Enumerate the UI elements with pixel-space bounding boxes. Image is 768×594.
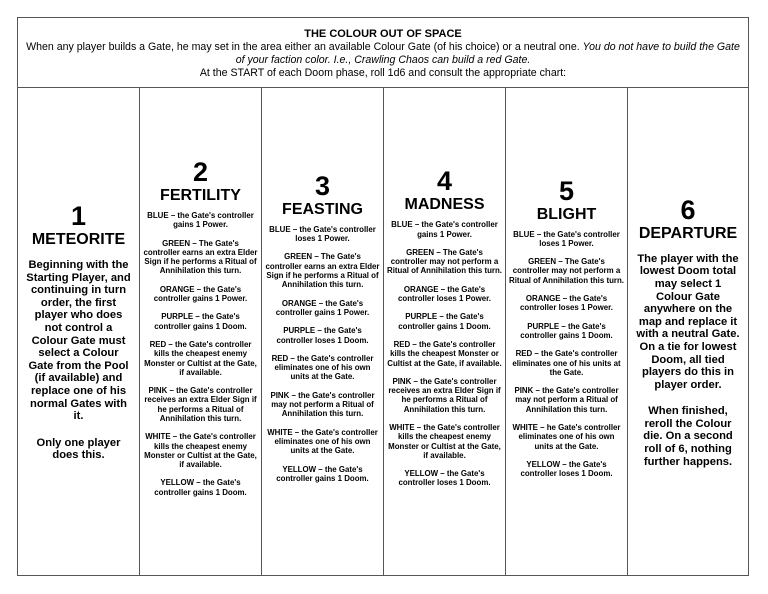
roll-number: 2 bbox=[192, 156, 209, 187]
rules-sheet bbox=[17, 17, 749, 576]
gate-effect-green: GREEN – The Gate's controller earns an extra Elder Sign if he performs a Ritual of Annihilation this turn. bbox=[143, 238, 258, 276]
event-name: DEPARTURE bbox=[638, 224, 738, 242]
roll-number: 3 bbox=[314, 170, 331, 201]
gate-effect-red: RED – the Gate's controller kills the cheapest enemy Monster or Cultist at the Gate, if available. bbox=[144, 339, 257, 377]
gate-effect-orange: ORANGE – the Gate's controller loses 1 Power. bbox=[398, 284, 491, 304]
gate-effect-pink: PINK – the Gate's controller receives an extra Elder Sign if he performs a Ritual of Annihilation this turn. bbox=[144, 386, 257, 423]
gate-effect-orange: ORANGE – the Gate's controller gains 1 Power. bbox=[275, 298, 370, 317]
gate-effect-orange: ORANGE – the Gate's controller gains 1 Power. bbox=[153, 284, 248, 304]
sheet-title: THE COLOUR OUT OF SPACE bbox=[304, 28, 462, 40]
roll-number: 1 bbox=[70, 201, 87, 232]
gate-effect-red: RED – the Gate's controller eliminates one of his units at the Gate. bbox=[512, 349, 621, 377]
gate-effect-green: GREEN – The Gate's controller may not perform a Ritual of Annihilation this turn. bbox=[509, 257, 624, 285]
column-departure bbox=[628, 88, 748, 576]
effect-paragraph: The player with the lowest Doom total may select 1 Colour Gate anywhere on the map and replace it with a neutral Gate. On a tie for lowest Doom, all tied players do this in player order. bbox=[636, 252, 740, 391]
gate-effect-blue: BLUE – the Gate's controller loses 1 Power. bbox=[513, 229, 620, 248]
event-name: FEASTING bbox=[282, 200, 363, 218]
roll-number: 4 bbox=[436, 166, 453, 197]
gate-effect-white: WHITE – the Gate's controller kills the cheapest enemy Monster or Cultist at the Gate, if available. bbox=[144, 432, 257, 470]
gate-effect-blue: BLUE – the Gate's controller loses 1 Power. bbox=[269, 224, 376, 244]
column-blight bbox=[506, 88, 628, 576]
gate-effect-pink: PINK – the Gate's controller receives an extra Elder Sign if he performs a Ritual of Annihilation this turn. bbox=[388, 376, 501, 414]
gate-effect-green: GREEN – The Gate's controller may not perform a Ritual of Annihilation this turn. bbox=[387, 247, 502, 276]
event-name: METEORITE bbox=[31, 231, 126, 249]
gate-effect-yellow: YELLOW – the Gate's controller gains 1 Doom. bbox=[154, 478, 247, 497]
gate-effect-white: WHITE – the Gate's controller kills the cheapest enemy Monster or Cultist at the Gate, if available. bbox=[388, 422, 501, 460]
gate-effect-orange: ORANGE – the Gate's controller loses 1 Power. bbox=[520, 294, 613, 313]
gate-rule-italic: You do not have to build the Gate of your faction color. I.e., Crawling Chaos can build a red Gate. bbox=[235, 41, 740, 66]
gate-effect-blue: BLUE – the Gate's controller gains 1 Power. bbox=[147, 210, 254, 230]
gate-effect-purple: PURPLE – the Gate's controller gains 1 Doom. bbox=[398, 312, 491, 331]
effect-paragraph: Only one player does this. bbox=[36, 436, 121, 462]
gate-effect-purple: PURPLE – the Gate's controller gains 1 Doom. bbox=[520, 321, 613, 340]
event-name: FERTILITY bbox=[160, 186, 241, 204]
gate-effect-pink: PINK – the Gate's controller may not perform a Ritual of Annihilation this turn. bbox=[270, 390, 375, 419]
gate-effect-white: WHITE – he Gate's controller eliminates one of his own units at the Gate. bbox=[512, 422, 621, 451]
header bbox=[18, 18, 748, 88]
column-madness bbox=[384, 88, 506, 576]
gate-effect-yellow: YELLOW – the Gate's controller loses 1 Doom. bbox=[520, 459, 613, 479]
column-fertility bbox=[140, 88, 262, 576]
gate-effect-purple: PURPLE – the Gate's controller loses 1 Doom. bbox=[276, 326, 369, 345]
gate-effect-yellow: YELLOW – the Gate's controller loses 1 Doom. bbox=[398, 469, 491, 488]
gate-rule-plain: When any player builds a Gate, he may set in the area either an available Colour Gate (of his choice) or a neutral one. bbox=[26, 41, 583, 53]
gate-effect-red: RED – the Gate's controller kills the cheapest Monster or Cultist at the Gate, if available. bbox=[387, 339, 502, 368]
event-name: BLIGHT bbox=[536, 205, 597, 223]
gate-effect-pink: PINK – the Gate's controller may not perform a Ritual of Annihilation this turn. bbox=[514, 386, 619, 414]
column-feasting bbox=[262, 88, 384, 576]
roll-number: 6 bbox=[680, 194, 696, 225]
gate-effect-yellow: YELLOW – the Gate's controller gains 1 Doom. bbox=[276, 464, 369, 483]
effect-paragraph: Beginning with the Starting Player, and continuing in turn order, the first player who does not control a Colour Gate must select a Colour Gate from the Pool (if available) and replace one of his normal Gates with it. bbox=[26, 259, 131, 423]
event-name: MADNESS bbox=[404, 196, 485, 214]
roll-number: 5 bbox=[558, 175, 575, 206]
gate-effect-white: WHITE – the Gate's controller eliminates one of his own units at the Gate. bbox=[267, 427, 378, 456]
column-meteorite bbox=[18, 88, 140, 576]
gate-effect-blue: BLUE – the Gate's controller gains 1 Power. bbox=[391, 220, 498, 239]
result-columns bbox=[18, 88, 748, 576]
gate-effect-purple: PURPLE – the Gate's controller gains 1 Doom. bbox=[154, 312, 247, 331]
effect-paragraph: When finished, reroll the Colour die. On a second roll of 6, nothing further happens. bbox=[643, 405, 733, 468]
roll-instruction: At the START of each Doom phase, roll 1d6 and consult the appropriate chart: bbox=[199, 67, 567, 79]
gate-rule-text bbox=[18, 41, 748, 67]
gate-effect-green: GREEN – The Gate's controller earns an extra Elder Sign if he performs a Ritual of Annihilation this turn. bbox=[265, 252, 380, 290]
gate-effect-red: RED – the Gate's controller eliminates one of his own units at the Gate. bbox=[271, 353, 374, 382]
